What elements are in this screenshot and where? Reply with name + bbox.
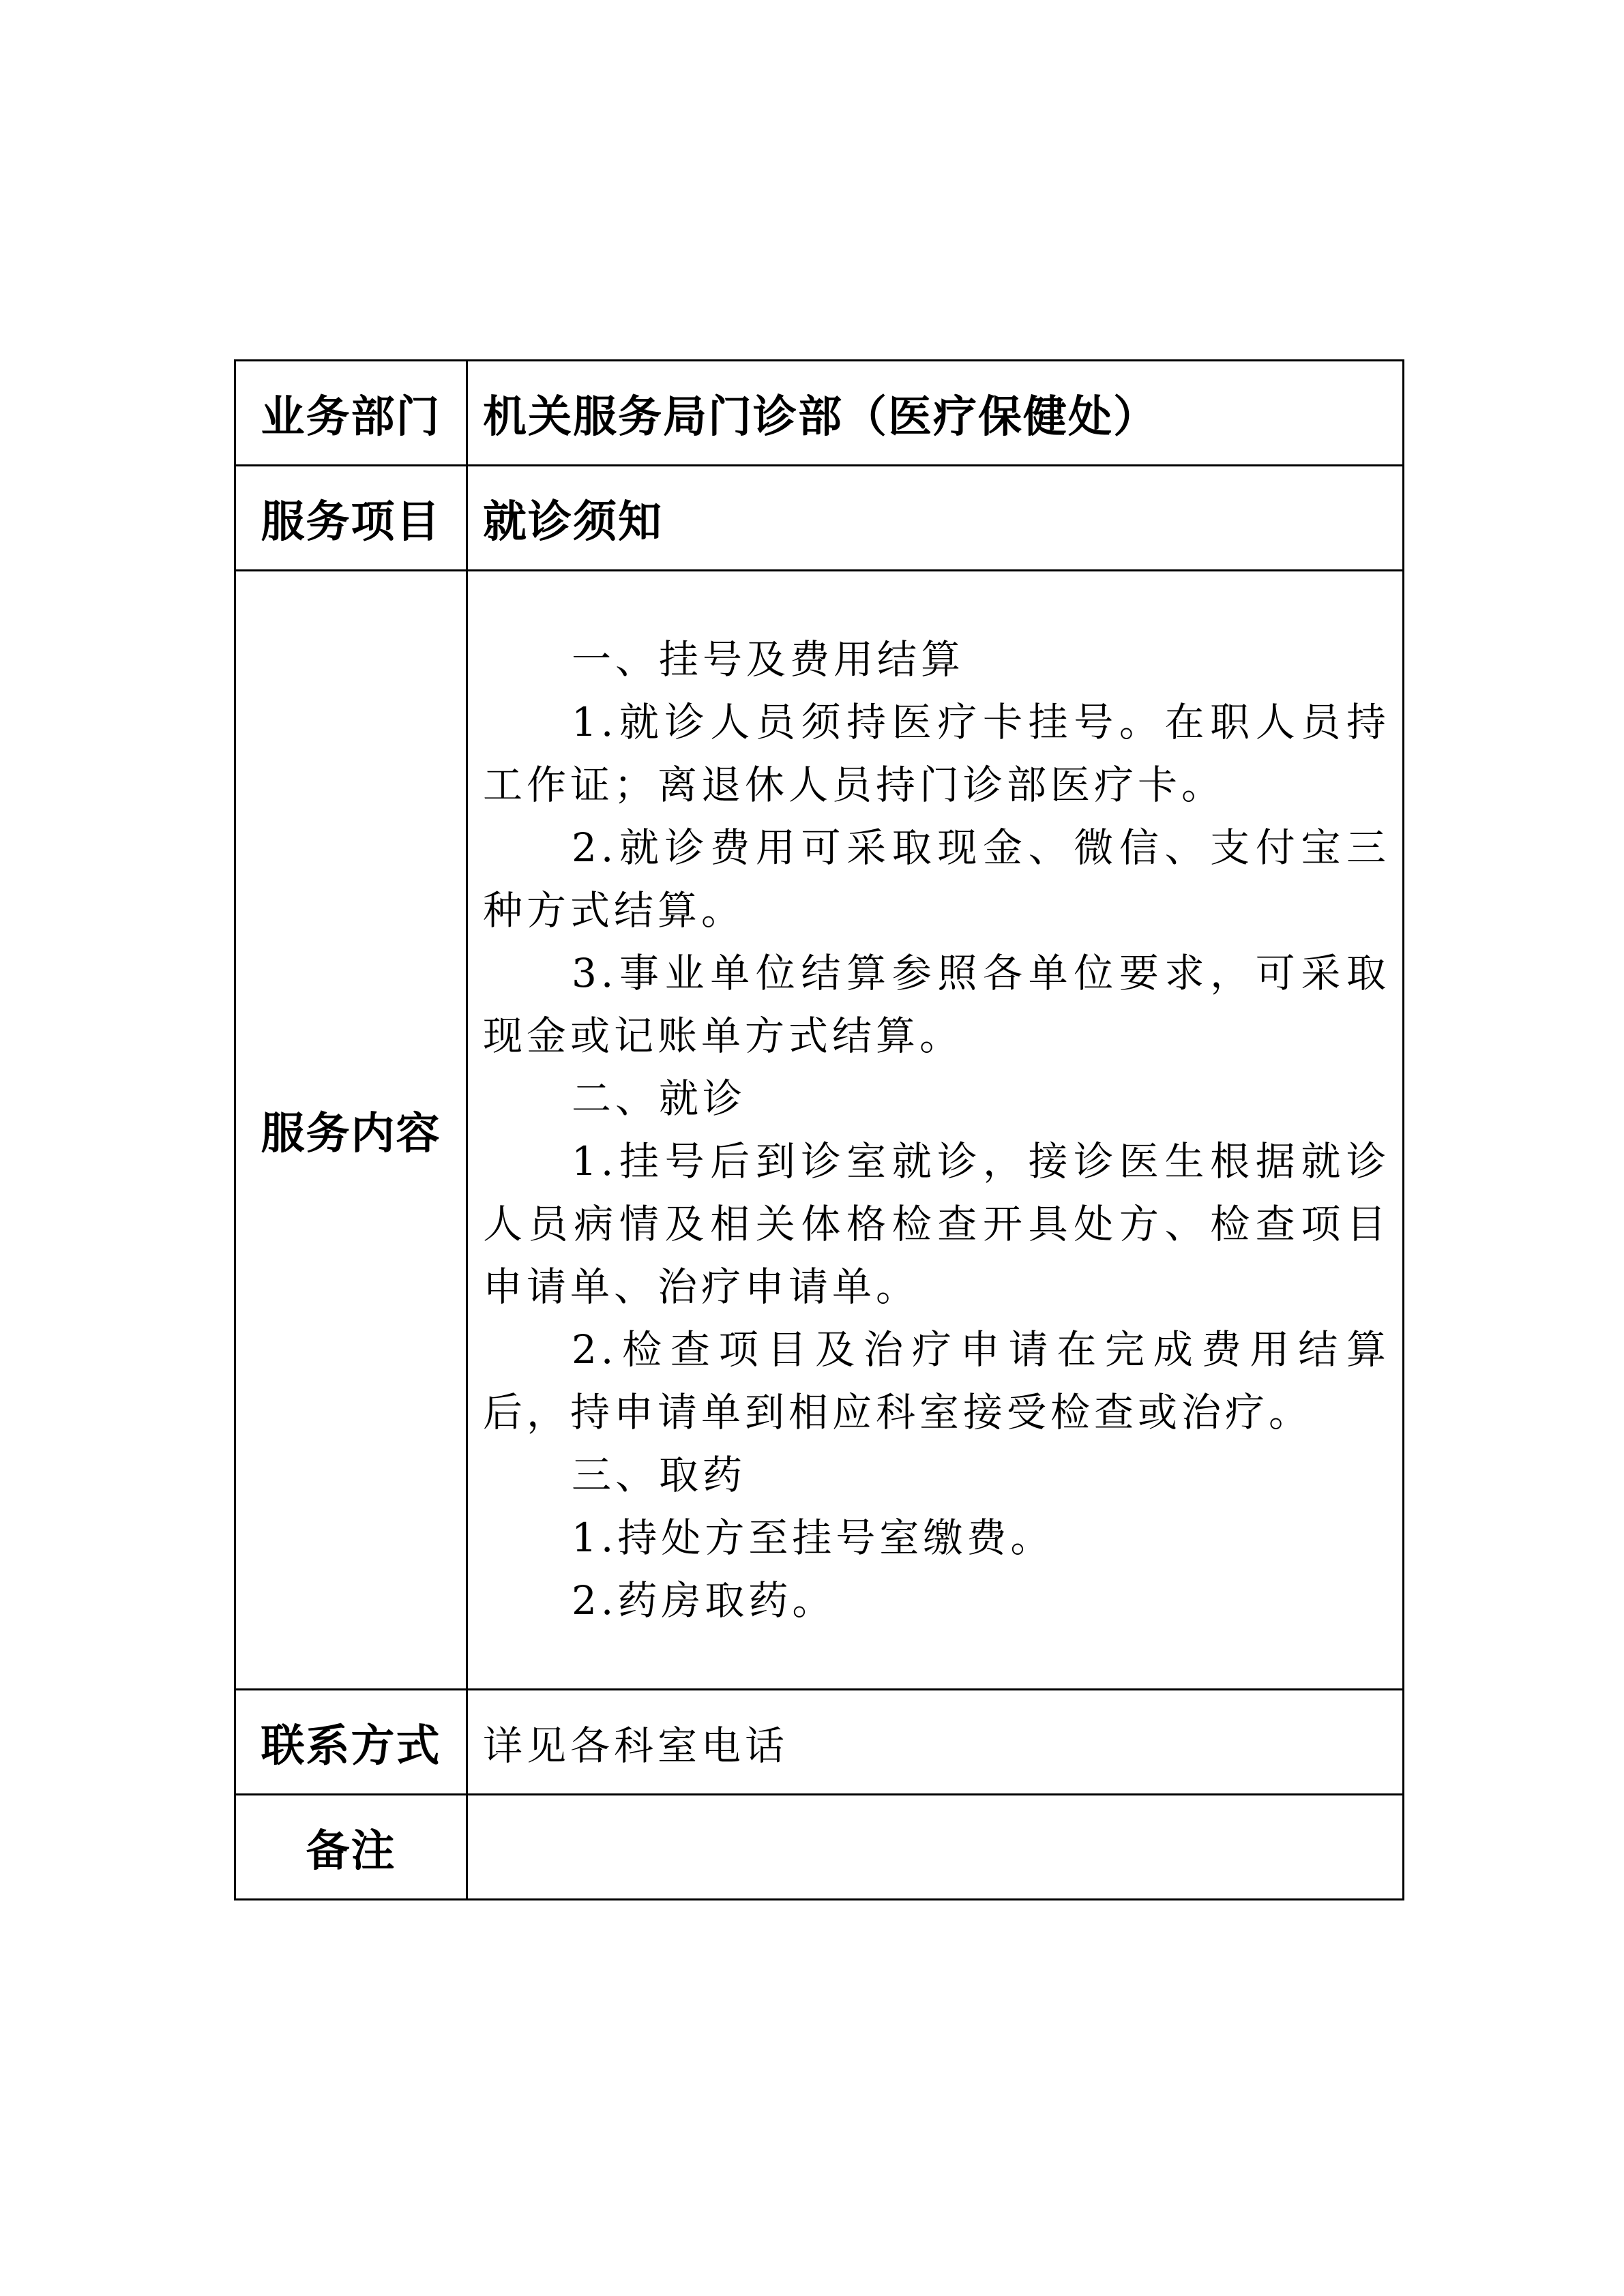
service-content-cell xyxy=(467,571,1404,1690)
content-paragraph: 2.检查项目及治疗申请在完成费用结算后，持申请单到相应科室接受检查或治疗。 xyxy=(483,1326,1390,1435)
contact-label: 联系方式 xyxy=(235,1690,467,1795)
contact-value: 详见各科室电话 xyxy=(467,1690,1404,1795)
service-item-row xyxy=(235,466,1404,571)
service-content-row xyxy=(235,571,1404,1690)
content-paragraph: 2.就诊费用可采取现金、微信、支付宝三种方式结算。 xyxy=(483,824,1390,934)
service-item-label: 服务项目 xyxy=(235,466,467,571)
content-paragraph: 1.就诊人员须持医疗卡挂号。在职人员持工作证；离退休人员持门诊部医疗卡。 xyxy=(483,699,1390,808)
content-heading-medication: 三、取药 xyxy=(572,1452,747,1498)
content-paragraph: 1.持处方至挂号室缴费。 xyxy=(572,1515,1054,1561)
service-item-value: 就诊须知 xyxy=(467,466,1404,571)
content-heading-consultation: 二、就诊 xyxy=(572,1075,747,1122)
remarks-row xyxy=(235,1795,1404,1900)
department-row xyxy=(235,361,1404,466)
service-content-label: 服务内容 xyxy=(235,571,467,1690)
service-content-text xyxy=(483,628,1390,1632)
department-label: 业务部门 xyxy=(235,361,467,466)
content-heading-registration: 一、挂号及费用结算 xyxy=(572,636,965,683)
remarks-value xyxy=(467,1795,1404,1900)
content-paragraph: 3.事业单位结算参照各单位要求，可采取现金或记账单方式结算。 xyxy=(483,950,1390,1059)
contact-row xyxy=(235,1690,1404,1795)
content-paragraph: 2.药房取药。 xyxy=(572,1577,836,1624)
content-paragraph: 1.挂号后到诊室就诊，接诊医生根据就诊人员病情及相关体格检查开具处方、检查项目申请单、治疗申请单。 xyxy=(483,1138,1390,1310)
department-value: 机关服务局门诊部（医疗保健处） xyxy=(467,361,1404,466)
remarks-label: 备注 xyxy=(235,1795,467,1900)
service-info-table xyxy=(234,359,1404,1900)
